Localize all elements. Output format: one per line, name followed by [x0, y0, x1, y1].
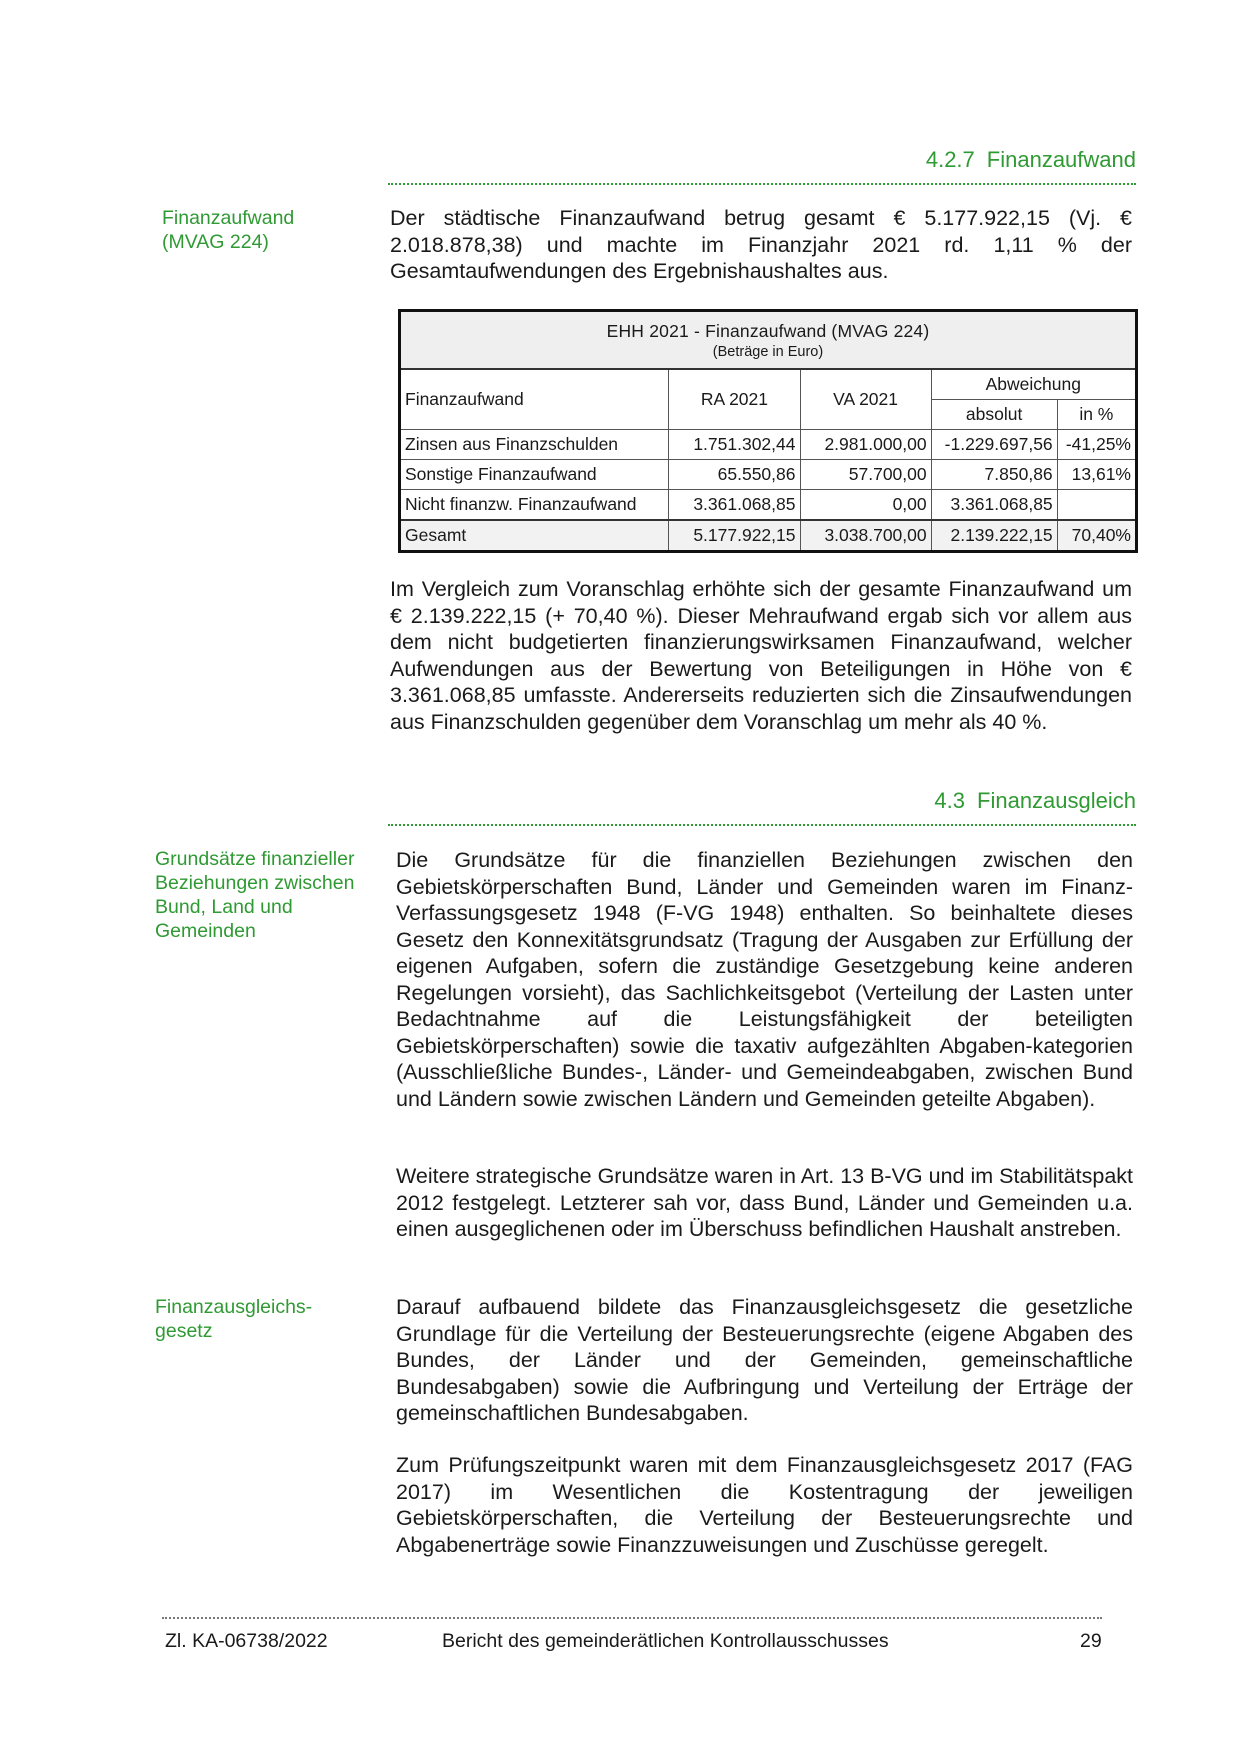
total-pct: 70,40%	[1057, 520, 1136, 552]
section-title: Finanzausgleich	[977, 788, 1136, 813]
footer-reference: Zl. KA-06738/2022	[165, 1630, 328, 1652]
margin-note-line: Beziehungen zwischen	[155, 872, 355, 894]
total-ra: 5.177.922,15	[669, 520, 800, 552]
row-pct	[1057, 490, 1136, 521]
table-title-cell	[400, 311, 1137, 370]
row-label: Nicht finanzw. Finanzaufwand	[400, 490, 669, 521]
row-abs: -1.229.697,56	[931, 430, 1057, 460]
column-header-deviation: Abweichung	[931, 369, 1136, 400]
section-heading-4-2-7	[388, 147, 1136, 185]
paragraph-finanzausgleichsgesetz: Darauf aufbauend bildete das Finanzausgleichsgesetz die gesetzliche Grundlage für die Verteilung der Besteuerungsrechte (eigene Abgaben des Bundes, der Länder und der Gemeinden, gemeinschaftliche Bundesabgaben) sowie die Aufbringung und Verteilung der Erträge der gemeinschaftlichen Bundesabgaben.	[396, 1295, 1133, 1425]
row-ra: 65.550,86	[669, 460, 800, 490]
total-abs: 2.139.222,15	[931, 520, 1057, 552]
row-va: 57.700,00	[800, 460, 931, 490]
margin-note-line: (MVAG 224)	[162, 231, 269, 253]
margin-note-line: Finanzausgleichs-	[155, 1296, 313, 1318]
table-subtitle: (Beträge in Euro)	[712, 344, 824, 360]
paragraph-grundsaetze: Die Grundsätze für die finanziellen Beziehungen zwischen den Gebietskörperschaften Bund, Länder und Gemeinden waren im Finanz-Verfassungsgesetz 1948 (F-VG 1948) enthalten. So beinhaltete dieses Gesetz den Konnexitätsgrundsatz (Tragung der Ausgaben zur Erfüllung der eigenen Aufgaben, sofern die zuständige Gesetzgebung keine anderen Regelungen vorsieht), das Sachlichkeitsgebot (Verteilung der Lasten unter Bedachtnahme auf die Leistungsfähigkeit der beteiligten Gebietskörperschaften) sowie die taxativ aufgezählten Abgaben-kategorien (Ausschließliche Bundes-, Länder- und Gemeindeabgaben, zwischen Bund und Ländern sowie zwischen Ländern und Gemeinden geteilte Abgaben).	[396, 848, 1133, 1111]
section-number: 4.3	[934, 788, 966, 813]
table-row	[400, 490, 1137, 521]
margin-note-line: Grundsätze finanzieller	[155, 848, 355, 870]
margin-note-finanzaufwand	[162, 206, 294, 254]
paragraph-finanzaufwand-comparison: Im Vergleich zum Voranschlag erhöhte sich der gesamte Finanzaufwand um € 2.139.222,15 (+ 70,40 %). Dieser Mehraufwand ergab sich vor allem aus dem nicht budgetierten finanzierungswirksamen Finanzaufwand, welcher Aufwendungen aus der Bewertung von Beteiligungen in Höhe von € 3.361.068,85 umfasste. Andererseits reduzierten sich die Zinsaufwendungen aus Finanzschulden gegenüber dem Voranschlag um mehr als 40 %.	[390, 577, 1132, 734]
total-label: Gesamt	[400, 520, 669, 552]
row-ra: 1.751.302,44	[669, 430, 800, 460]
paragraph-finanzaufwand-intro: Der städtische Finanzaufwand betrug gesamt € 5.177.922,15 (Vj. € 2.018.878,38) und machte im Finanzjahr 2021 rd. 1,11 % der Gesamtaufwendungen des Ergebnishaushaltes aus.	[390, 206, 1132, 283]
section-title: Finanzaufwand	[986, 147, 1136, 172]
margin-note-grundsaetze	[155, 847, 354, 943]
row-abs: 7.850,86	[931, 460, 1057, 490]
column-header-absolute: absolut	[931, 400, 1057, 430]
table-total-row	[400, 520, 1137, 552]
margin-note-line: Gemeinden	[155, 920, 256, 942]
row-abs: 3.361.068,85	[931, 490, 1057, 521]
paragraph-fag-2017: Zum Prüfungszeitpunkt waren mit dem Finanzausgleichsgesetz 2017 (FAG 2017) im Wesentlichen die Kostentragung der jeweiligen Gebietskörperschaften, die Verteilung der Besteuerungsrechte und Abgabenerträge sowie Finanzzuweisungen und Zuschüsse geregelt.	[396, 1453, 1133, 1557]
row-va: 0,00	[800, 490, 931, 521]
paragraph-weitere-grundsaetze: Weitere strategische Grundsätze waren in Art. 13 B-VG und im Stabilitätspakt 2012 festgelegt. Letzterer sah vor, dass Bund, Länder und Gemeinden u.a. einen ausgeglichenen oder im Überschuss befindlichen Haushalt anstreben.	[396, 1164, 1133, 1241]
footer-page-number: 29	[1080, 1630, 1102, 1652]
column-header-label: Finanzaufwand	[400, 369, 669, 430]
margin-note-finanzausgleichsgesetz	[155, 1295, 312, 1343]
total-va: 3.038.700,00	[800, 520, 931, 552]
table-row	[400, 430, 1137, 460]
section-heading-4-3	[388, 788, 1136, 826]
footer-report-title: Bericht des gemeinderätlichen Kontrollausschusses	[442, 1630, 889, 1652]
column-header-percent: in %	[1057, 400, 1136, 430]
table-title: EHH 2021 - Finanzaufwand (MVAG 224)	[606, 321, 930, 341]
row-label: Zinsen aus Finanzschulden	[400, 430, 669, 460]
margin-note-line: gesetz	[155, 1320, 213, 1342]
row-pct: -41,25%	[1057, 430, 1136, 460]
section-number: 4.2.7	[925, 147, 975, 172]
margin-note-line: Bund, Land und	[155, 896, 293, 918]
row-pct: 13,61%	[1057, 460, 1136, 490]
finanzaufwand-table	[398, 309, 1138, 553]
table-row	[400, 460, 1137, 490]
column-header-ra: RA 2021	[669, 369, 800, 430]
row-ra: 3.361.068,85	[669, 490, 800, 521]
margin-note-line: Finanzaufwand	[162, 207, 295, 229]
column-header-va: VA 2021	[800, 369, 931, 430]
row-label: Sonstige Finanzaufwand	[400, 460, 669, 490]
footer-divider	[162, 1617, 1102, 1619]
row-va: 2.981.000,00	[800, 430, 931, 460]
